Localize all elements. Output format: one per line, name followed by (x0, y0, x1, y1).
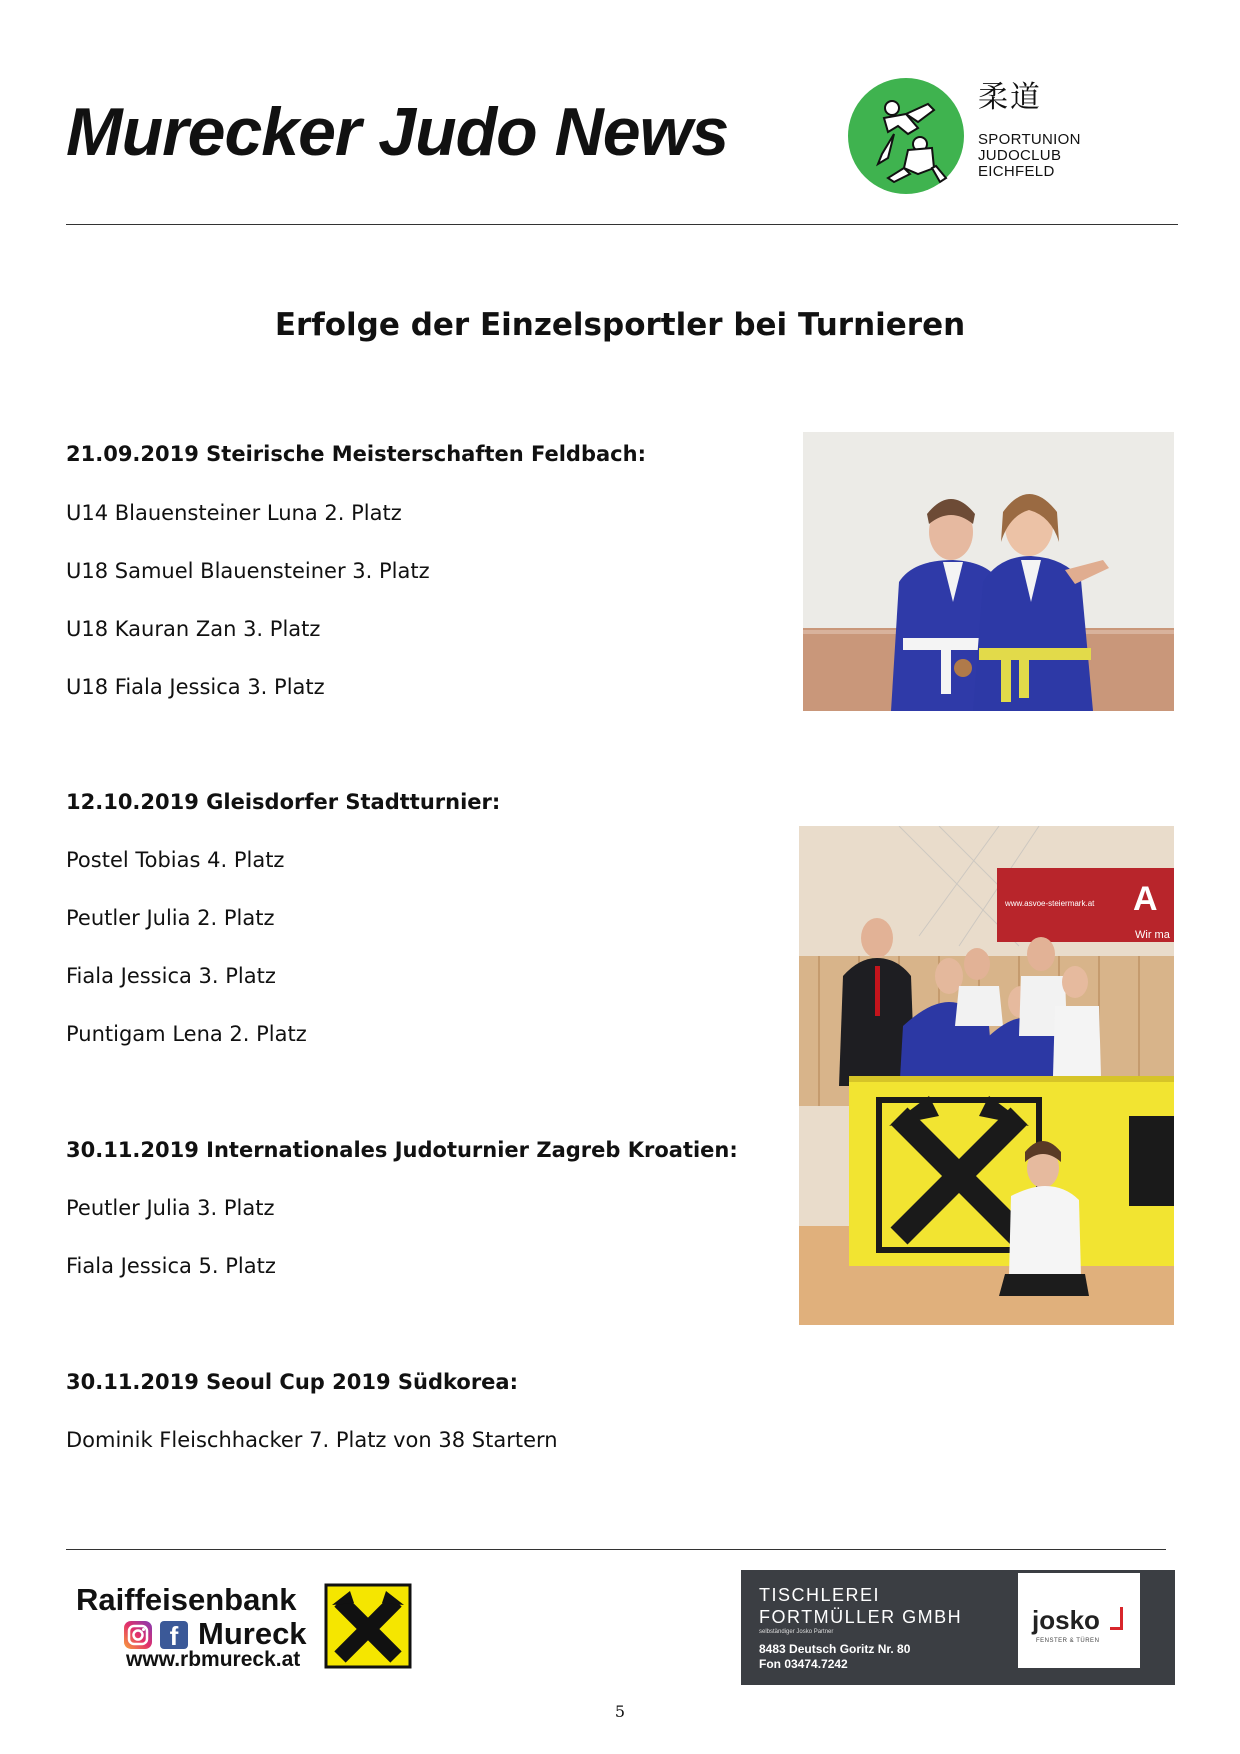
photo-feldbach-medalists (803, 432, 1174, 711)
result-item: U18 Kauran Zan 3. Platz (66, 617, 321, 641)
josko-tagline: FENSTER & TÜREN (1036, 1638, 1100, 1644)
facebook-icon: f (160, 1621, 188, 1649)
event-heading: 12.10.2019 Gleisdorfer Stadtturnier: (66, 790, 501, 814)
result-item: U14 Blauensteiner Luna 2. Platz (66, 501, 402, 525)
sponsor-tischlerei-logo (741, 1570, 1175, 1685)
newsletter-title: Murecker Judo News (66, 94, 729, 170)
sponsor-raiffeisenbank-town: Mureck (198, 1616, 307, 1651)
result-item: Peutler Julia 3. Platz (66, 1196, 275, 1220)
result-item: Postel Tobias 4. Platz (66, 848, 285, 872)
sponsor-raiffeisenbank-url: www.rbmureck.at (126, 1648, 301, 1671)
footer-divider (66, 1549, 1166, 1550)
result-item: U18 Samuel Blauensteiner 3. Platz (66, 559, 430, 583)
result-item: Fiala Jessica 5. Platz (66, 1254, 276, 1278)
event-heading: 30.11.2019 Internationales Judoturnier Zagreb Kroatien: (66, 1138, 738, 1162)
sponsor-tischlerei-line1: TISCHLEREI (759, 1585, 881, 1605)
josko-partner-logo (1018, 1573, 1140, 1668)
judo-throw-icon (848, 78, 964, 194)
club-logo-emblem (848, 78, 964, 194)
event-heading: 21.09.2019 Steirische Meisterschaften Feldbach: (66, 442, 646, 466)
header-divider (66, 224, 1178, 225)
result-item: Dominik Fleischhacker 7. Platz von 38 Startern (66, 1428, 558, 1452)
sponsor-tischlerei-line2: FORTMÜLLER GMBH (759, 1607, 963, 1627)
page-number: 5 (614, 1702, 626, 1721)
club-logo-line1: SPORTUNION (978, 131, 1081, 148)
club-logo-line3: EICHFELD (978, 163, 1055, 180)
section-title: Erfolge der Einzelsportler bei Turnieren (274, 307, 966, 343)
banner-slogan: Wir ma (1135, 929, 1170, 941)
event-heading: 30.11.2019 Seoul Cup 2019 Südkorea: (66, 1370, 518, 1394)
sponsor-tischlerei-phone: Fon 03474.7242 (759, 1657, 848, 1671)
sponsor-raiffeisenbank-name: Raiffeisenbank (76, 1582, 297, 1617)
sponsor-raiffeisenbank-logo (76, 1583, 412, 1669)
raiffeisen-gable-cross-icon (324, 1583, 412, 1669)
result-item: Peutler Julia 2. Platz (66, 906, 275, 930)
photo-gleisdorf-group (799, 826, 1174, 1325)
josko-bracket-icon (1110, 1607, 1123, 1630)
club-logo-kanji: 柔道 (978, 80, 1042, 115)
club-logo-line2: JUDOCLUB (978, 147, 1062, 164)
result-item: Fiala Jessica 3. Platz (66, 964, 276, 988)
club-logo (848, 78, 1081, 194)
sponsor-tischlerei-sub: selbständiger Josko Partner (759, 1629, 834, 1635)
banner-letter: A (1133, 880, 1158, 918)
result-item: Puntigam Lena 2. Platz (66, 1022, 307, 1046)
sponsor-tischlerei-address: 8483 Deutsch Goritz Nr. 80 (759, 1642, 911, 1656)
josko-wordmark: josko (1032, 1605, 1100, 1635)
banner-url: www.asvoe-steiermark.at (1005, 899, 1095, 908)
result-item: U18 Fiala Jessica 3. Platz (66, 675, 325, 699)
instagram-icon (124, 1621, 152, 1649)
